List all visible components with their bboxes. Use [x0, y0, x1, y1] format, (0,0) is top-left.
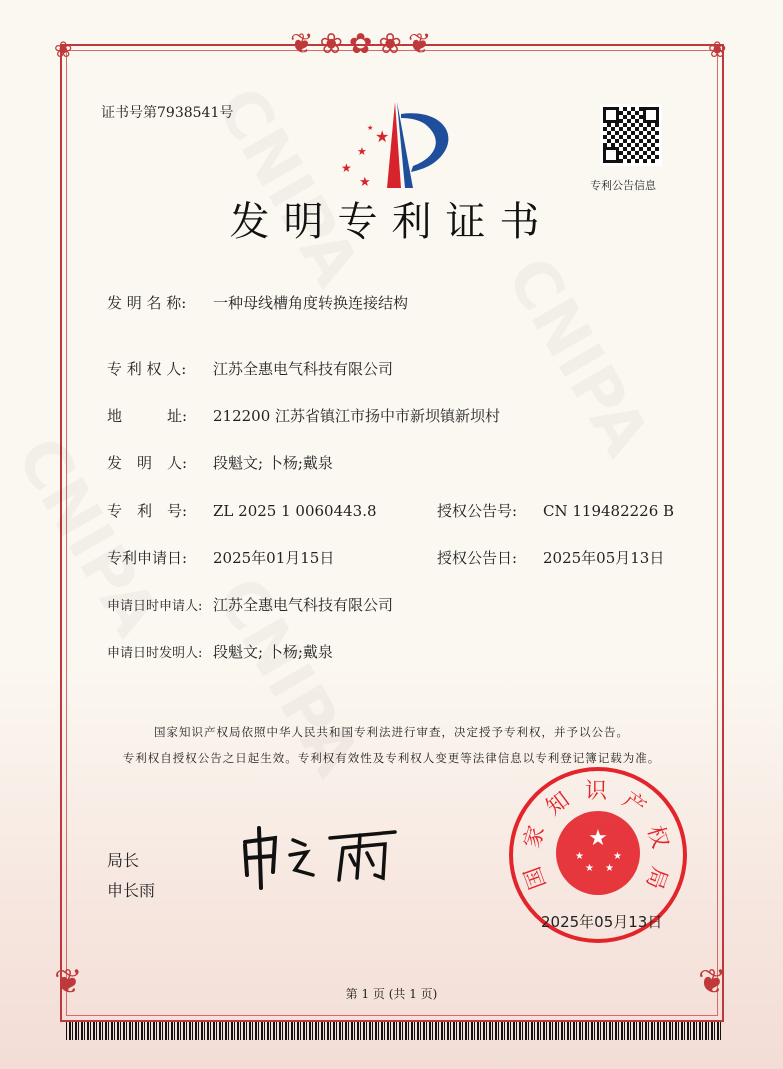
field-value: 2025年01月15日 — [213, 549, 335, 567]
director-title: 局长 — [107, 851, 140, 870]
seal-character: 识 — [585, 779, 608, 804]
barcode — [66, 1022, 721, 1040]
notice-line: 国家知识产权局依照中华人民共和国专利法进行审查，决定授予专利权，并予以公告。 — [154, 725, 629, 739]
field-label: 申请日时申请人: — [107, 599, 203, 614]
svg-text:★: ★ — [367, 124, 374, 132]
field-label: 申请日时发明人: — [107, 646, 203, 661]
field-label: 专 利 权 人: — [107, 360, 187, 378]
qr-code[interactable] — [600, 104, 662, 166]
signature-icon — [235, 820, 410, 890]
field-inventor-at-filing — [107, 641, 333, 662]
field-inventor — [107, 452, 333, 473]
svg-text:★: ★ — [613, 851, 622, 862]
svg-text:★: ★ — [575, 851, 584, 862]
field-label: 授权公告日: — [437, 549, 518, 567]
svg-text:★: ★ — [357, 145, 367, 158]
field-applicant-at-filing — [107, 594, 393, 615]
seal-character: 产 — [617, 787, 651, 821]
field-label: 发 明 人: — [107, 454, 188, 472]
field-value: ZL 2025 1 0060443.8 — [213, 502, 377, 520]
svg-text:★: ★ — [585, 863, 594, 874]
field-value: 212200 江苏省镇江市扬中市新坝镇新坝村 — [213, 407, 501, 425]
page-indicator: 第 1 页 (共 1 页) — [345, 987, 438, 1001]
svg-text:★: ★ — [359, 175, 371, 190]
field-label: 地 址: — [107, 407, 188, 425]
svg-text:★: ★ — [605, 863, 614, 874]
director-name: 申长雨 — [107, 881, 156, 900]
field-value: 段魁文; 卜杨;戴泉 — [213, 643, 333, 661]
field-grant-publication-number — [437, 500, 674, 521]
seal-character: 知 — [541, 787, 575, 821]
field-label: 专 利 号: — [107, 502, 188, 520]
svg-text:★: ★ — [588, 826, 608, 851]
notice-line: 专利权自授权公告之日起生效。专利权有效性及专利权人变更等法律信息以专利登记簿记载为准。 — [122, 751, 661, 765]
field-value: 江苏全惠电气科技有限公司 — [213, 596, 394, 614]
corner-ornament-icon: ❀ — [708, 38, 727, 63]
field-value: 2025年05月13日 — [543, 549, 665, 567]
field-label: 发 明 名 称: — [107, 294, 187, 312]
field-address — [107, 405, 500, 426]
corner-ornament-icon: ❦ — [698, 962, 727, 1002]
field-label: 专利申请日: — [107, 549, 188, 567]
field-patent-number — [107, 500, 377, 521]
cnipa-logo-icon — [335, 100, 460, 192]
svg-text:★: ★ — [341, 161, 352, 175]
seal-character: 局 — [640, 862, 672, 892]
field-invention-name — [107, 292, 408, 313]
field-label: 授权公告号: — [437, 502, 518, 520]
top-ornament-icon: ❦❀✿❀❦ — [290, 27, 438, 60]
field-patentee — [107, 358, 393, 379]
svg-text:★: ★ — [375, 127, 390, 146]
field-grant-publication-date — [437, 547, 664, 568]
qr-caption: 专利公告信息 — [590, 179, 656, 192]
field-value: 一种母线槽角度转换连接结构 — [213, 294, 409, 312]
corner-ornament-icon: ❦ — [54, 962, 83, 1002]
seal-character: 权 — [642, 823, 673, 852]
corner-ornament-icon: ❀ — [54, 38, 73, 63]
seal-character: 家 — [519, 823, 550, 852]
seal-character: 国 — [520, 862, 552, 892]
page-title: 发明专利证书 — [229, 199, 554, 245]
certificate-number: 证书号第7938541号 — [101, 105, 234, 121]
seal-date: 2025年05月13日 — [541, 913, 663, 931]
official-seal — [509, 767, 687, 943]
field-value: 段魁文; 卜杨;戴泉 — [213, 454, 333, 472]
field-value: CN 119482226 B — [543, 502, 675, 520]
field-application-date — [107, 547, 334, 568]
field-value: 江苏全惠电气科技有限公司 — [213, 360, 394, 378]
